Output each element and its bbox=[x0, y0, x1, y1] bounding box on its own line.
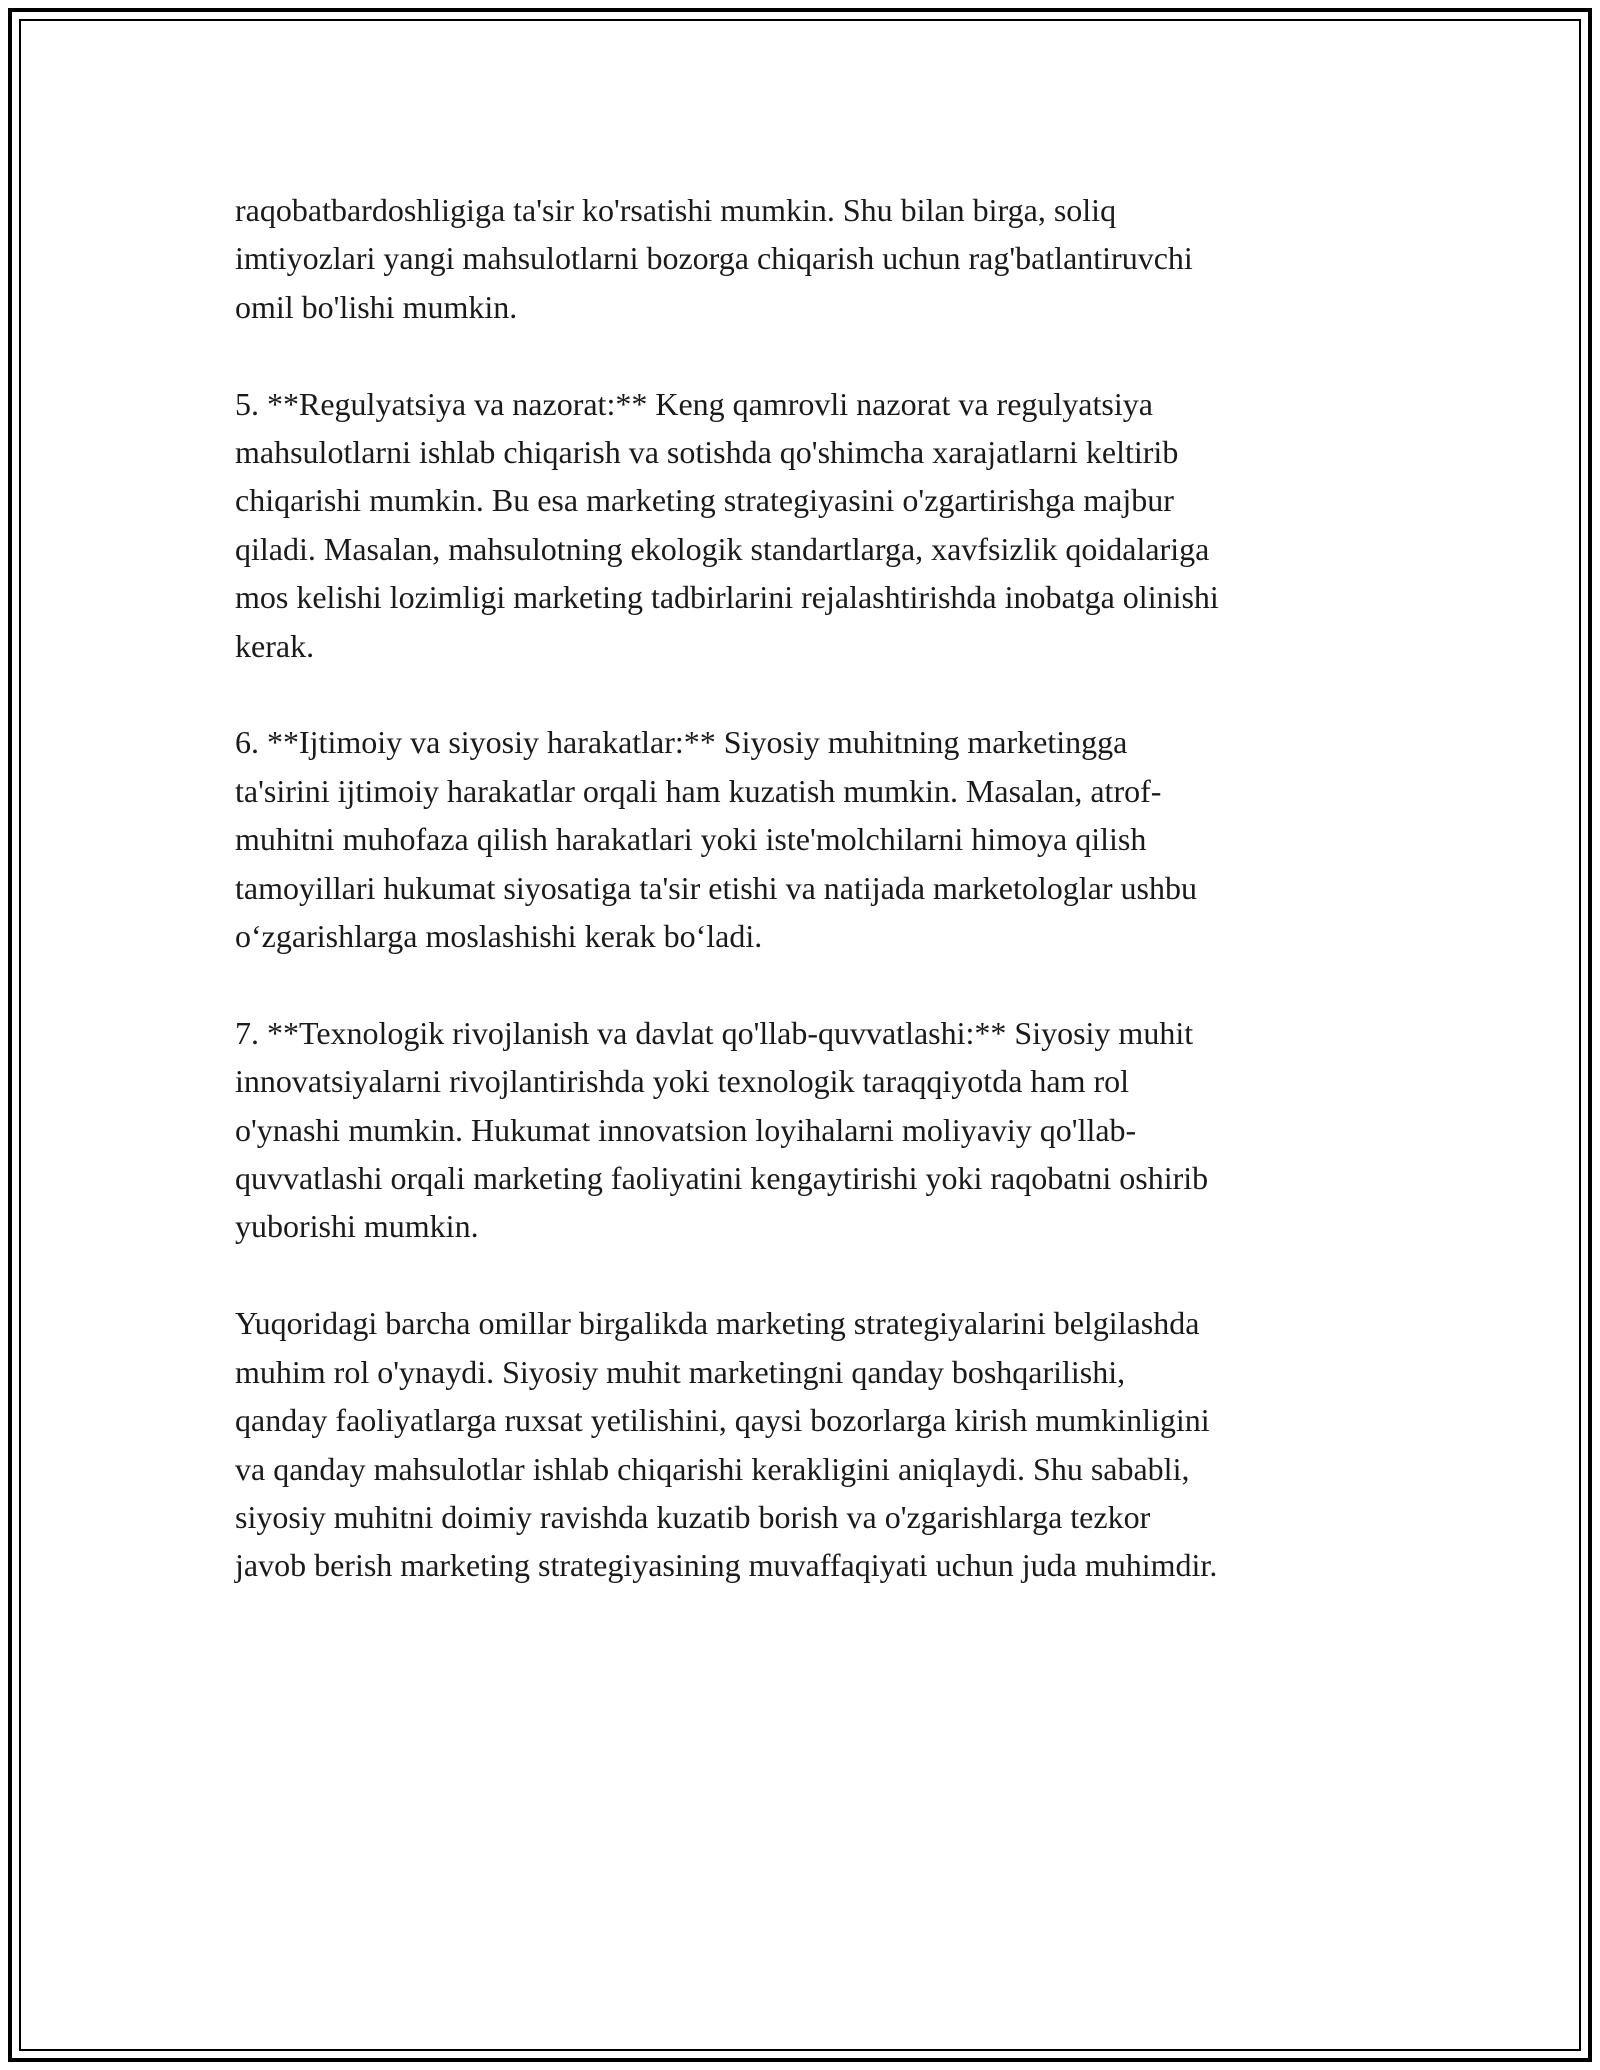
text-line: 6. **Ijtimoiy va siyosiy harakatlar:** Siyosiy muhitning marketingga bbox=[235, 724, 1128, 761]
paragraph-technology bbox=[235, 1009, 1385, 1251]
text-line: mahsulotlarni ishlab chiqarish va sotishda qo'shimcha xarajatlarni keltirib bbox=[235, 434, 1179, 471]
paragraph-conclusion bbox=[235, 1299, 1385, 1589]
text-line: muhim rol o'ynaydi. Siyosiy muhit marketingni qanday boshqarilishi, bbox=[235, 1353, 1126, 1390]
text-line: o'ynashi mumkin. Hukumat innovatsion loyihalarni moliyaviy qo'llab- bbox=[235, 1111, 1137, 1148]
text-line: innovatsiyalarni rivojlantirishda yoki texnologik taraqqiyotda ham rol bbox=[235, 1063, 1130, 1100]
paragraph-regulation bbox=[235, 380, 1385, 670]
paragraph-social-movements bbox=[235, 718, 1385, 960]
text-line: Yuqoridagi barcha omillar birgalikda marketing strategiyalarini belgilashda bbox=[235, 1305, 1200, 1342]
text-line: tamoyillari hukumat siyosatiga ta'sir etishi va natijada marketologlar ushbu bbox=[235, 869, 1197, 906]
text-line: chiqarishi mumkin. Bu esa marketing strategiyasini o'zgartirishga majbur bbox=[235, 482, 1174, 519]
document-body bbox=[235, 186, 1385, 1638]
text-line: mos kelishi lozimligi marketing tadbirlarini rejalashtirishda inobatga olinishi bbox=[235, 579, 1219, 616]
text-line: muhitni muhofaza qilish harakatlari yoki iste'molchilarni himoya qilish bbox=[235, 821, 1147, 858]
text-line: raqobatbardoshligiga ta'sir ko'rsatishi mumkin. Shu bilan birga, soliq bbox=[235, 192, 1117, 228]
text-line: qiladi. Masalan, mahsulotning ekologik standartlarga, xavfsizlik qoidalariga bbox=[235, 530, 1210, 567]
text-line: omil bo'lishi mumkin. bbox=[235, 288, 518, 325]
text-line: 5. **Regulyatsiya va nazorat:** Keng qamrovli nazorat va regulyatsiya bbox=[235, 385, 1153, 422]
text-line: 7. **Texnologik rivojlanish va davlat qo'llab-quvvatlashi:** Siyosiy muhit bbox=[235, 1014, 1194, 1051]
text-line: qanday faoliyatlarga ruxsat yetilishini, qaysi bozorlarga kirish mumkinligini bbox=[235, 1402, 1210, 1439]
text-line: imtiyozlari yangi mahsulotlarni bozorga chiqarish uchun rag'batlantiruvchi bbox=[235, 240, 1193, 277]
text-line: javob berish marketing strategiyasining muvaffaqiyati uchun juda muhimdir. bbox=[235, 1547, 1218, 1584]
paragraph-continuation bbox=[235, 186, 1385, 331]
text-line: siyosiy muhitni doimiy ravishda kuzatib borish va o'zgarishlarga tezkor bbox=[235, 1498, 1151, 1535]
text-line: o‘zgarishlarga moslashishi kerak bo‘ladi. bbox=[235, 918, 763, 955]
text-line: va qanday mahsulotlar ishlab chiqarishi kerakligini aniqlaydi. Shu sababli, bbox=[235, 1450, 1190, 1487]
text-line: quvvatlashi orqali marketing faoliyatini kengaytirishi yoki raqobatni oshirib bbox=[235, 1160, 1209, 1197]
text-line: kerak. bbox=[235, 627, 315, 664]
text-line: yuborishi mumkin. bbox=[235, 1208, 479, 1245]
text-line: ta'sirini ijtimoiy harakatlar orqali ham kuzatish mumkin. Masalan, atrof- bbox=[235, 772, 1162, 809]
